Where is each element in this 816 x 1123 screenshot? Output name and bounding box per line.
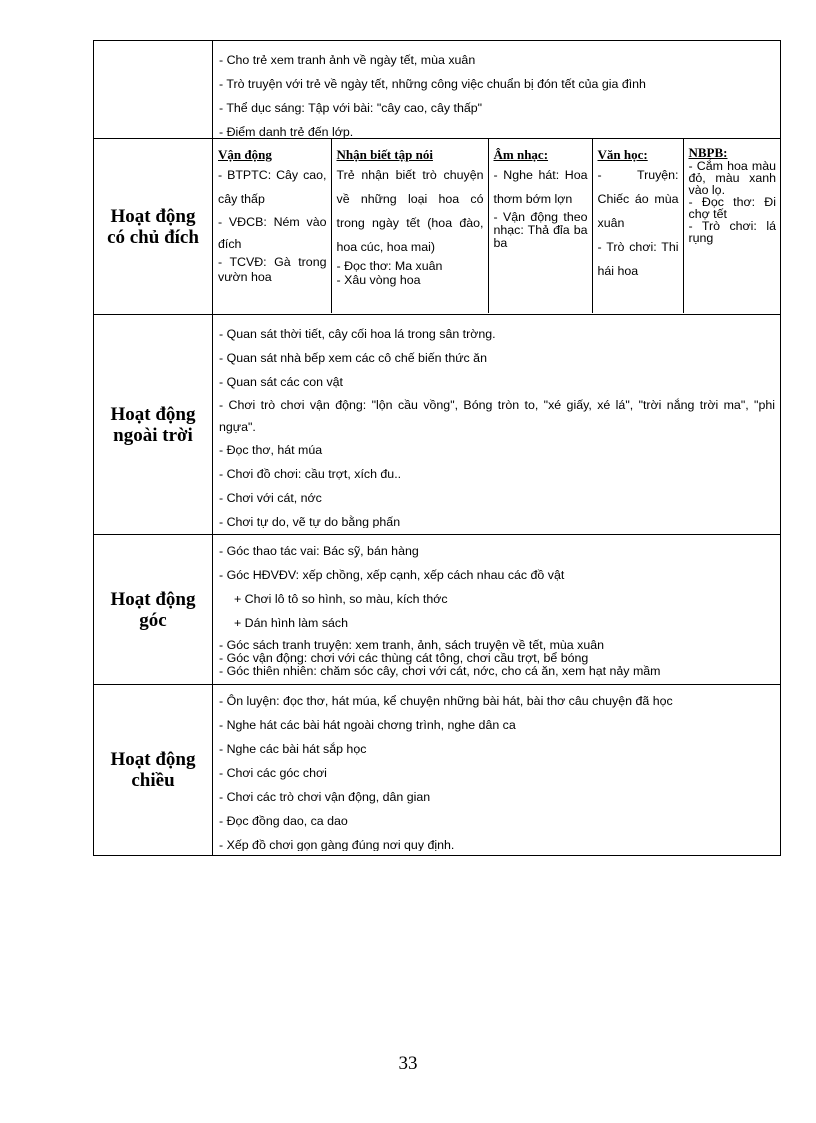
list-item: - Đọc đồng dao, ca dao [219, 814, 348, 828]
list-item: - Chơi tự do, vẽ tự do bằng phấn [219, 515, 401, 528]
list-item: + Dán hình làm sách [234, 616, 348, 630]
list-item: - Nghe các bài hát sắp học [219, 742, 367, 756]
column-header: NBPB: [688, 145, 728, 160]
goc-content [213, 535, 781, 685]
list-item: - Chơi trò chơi vận động: "lộn cầu vồng", Bóng tròn to, "xé giấy, xé lá", "trời nắng trời ma", "phi ngựa". [219, 398, 775, 434]
column-header: Vận động [218, 147, 272, 162]
column-van-hoc: Văn học: - Truyện: Chiếc áo mùa xuân - Trò chơi: Thi hái hoa [592, 139, 683, 313]
activity-plan-table [93, 40, 781, 856]
ngoai-troi-content [213, 315, 781, 535]
list-item: - Cho trẻ xem tranh ảnh về ngày tết, mùa xuân [219, 53, 476, 67]
list-item: - Quan sát các con vật [219, 375, 343, 389]
row-chieu [94, 685, 781, 856]
chu-dich-content [213, 139, 781, 315]
list-item: - Đọc thơ, hát múa [219, 443, 323, 457]
column-header: Âm nhạc: [493, 147, 549, 162]
row-ngoai-troi [94, 315, 781, 535]
list-item: - Điểm danh trẻ đến lớp. [219, 125, 354, 138]
list-item: - Nghe hát các bài hát ngoài chơng trình, nghe dân ca [219, 718, 516, 732]
list-item: - Góc thao tác vai: Bác sỹ, bán hàng [219, 544, 419, 558]
row-label-empty [94, 41, 213, 139]
list-item: - Góc sách tranh truyện: xem tranh, ảnh, sách truyện về tết, mùa xuân [219, 639, 604, 652]
list-item: - Chơi các góc chơi [219, 766, 327, 780]
list-item: - Thể dục sáng: Tập với bài: "cây cao, cây thấp" [219, 101, 483, 115]
list-item: - Quan sát nhà bếp xem các cô chế biến thức ăn [219, 351, 487, 365]
row-label-chieu: Hoạt động chiều [94, 685, 213, 856]
column-header: Nhận biết tập nói [336, 147, 433, 162]
page-number: 33 [398, 1053, 418, 1074]
row-label-chu-dich: Hoạt động có chủ đích [94, 139, 213, 315]
list-item: - Ôn luyện: đọc thơ, hát múa, kể chuyện những bài hát, bài thơ câu chuyện đã học [219, 694, 673, 708]
morning-content [213, 41, 781, 139]
row-morning [94, 41, 781, 139]
column-nhan-biet: Nhận biết tập nói Trẻ nhận biết trò chuyện về những loại hoa có trong ngày tết (hoa đào, hoa cúc, hoa mai) - Đọc thơ: Ma xuân - Xâu vòng hoa [331, 139, 488, 313]
subject-columns [213, 139, 780, 313]
row-label-ngoai-troi: Hoạt động ngoài trời [94, 315, 213, 535]
column-van-dong: Vận động - BTPTC: Cây cao, cây thấp - VĐCB: Ném vào đích - TCVĐ: Gà trong vườn hoa [218, 147, 327, 284]
list-item: + Chơi lô tô so hình, so màu, kích thớc [234, 592, 448, 606]
list-item: - Trò truyện với trẻ về ngày tết, những công việc chuẩn bị đón tết của gia đình [219, 77, 646, 91]
column-nbpb: NBPB: - Cắm hoa màu đỏ, màu xanh vào lọ. - Đọc thơ: Đi chợ tết - Trò chơi: lá rụng [683, 139, 780, 313]
list-item: - Xếp đồ chơi gọn gàng đúng nơi quy định. [219, 838, 455, 851]
row-goc [94, 535, 781, 685]
list-item: - Góc vận động: chơi với các thùng cát tông, chơi cầu trợt, bể bóng [219, 652, 589, 665]
list-item: - Góc HĐVĐV: xếp chồng, xếp cạnh, xếp cách nhau các đồ vật [219, 568, 565, 582]
column-am-nhac: Âm nhạc: - Nghe hát: Hoa thơm bớm lợn - Vận động theo nhạc: Thả đỉa ba ba [488, 139, 592, 313]
row-label-goc: Hoạt động góc [94, 535, 213, 685]
column-header: Văn học: [597, 147, 648, 162]
chieu-content [213, 685, 781, 856]
row-chu-dich [94, 139, 781, 315]
list-item: - Chơi đồ chơi: cầu trợt, xích đu.. [219, 467, 402, 481]
list-item: - Chơi với cát, nớc [219, 491, 322, 505]
list-item: - Góc thiên nhiên: chăm sóc cây, chơi với cát, nớc, cho cá ăn, xem hạt nảy mầm [219, 665, 661, 678]
list-item: - Quan sát thời tiết, cây cối hoa lá trong sân trờng. [219, 327, 496, 341]
list-item: - Chơi các trò chơi vận động, dân gian [219, 790, 431, 804]
